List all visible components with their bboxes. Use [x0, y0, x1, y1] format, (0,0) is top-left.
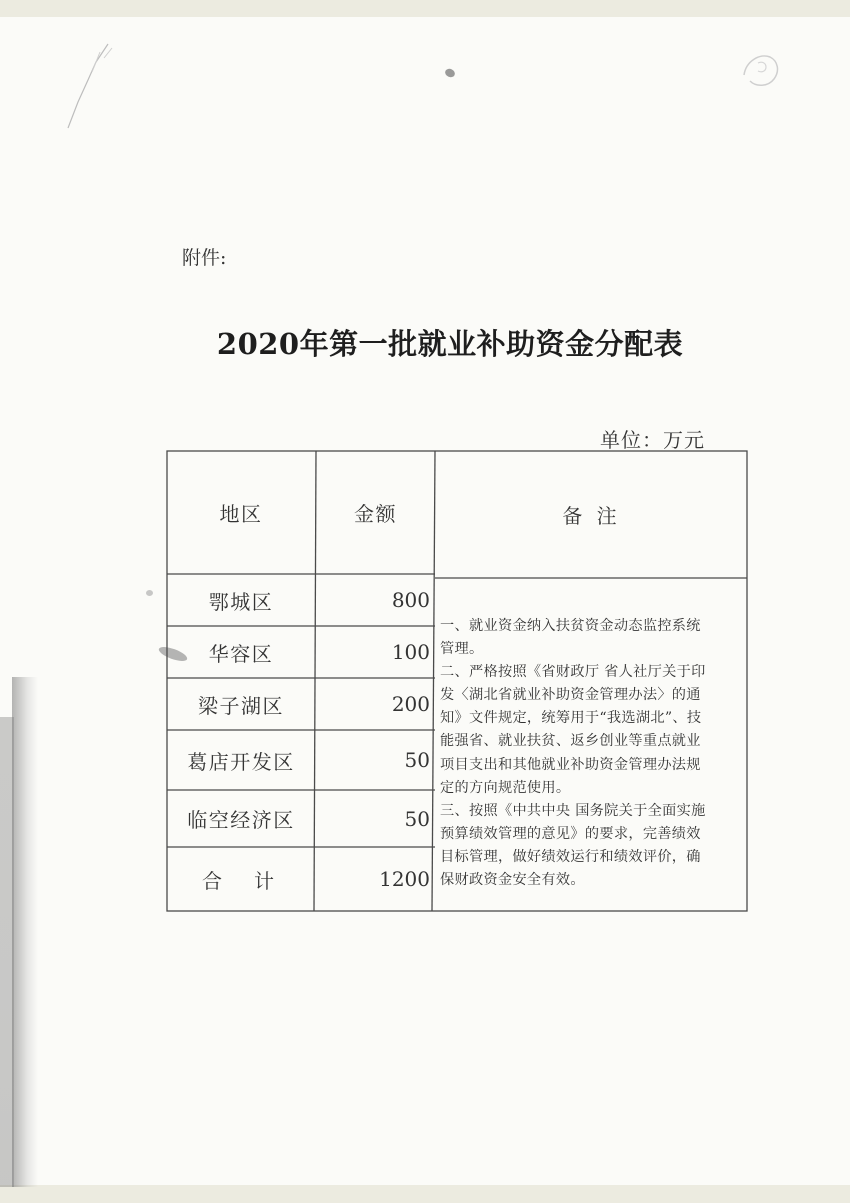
remark-line: 一、就业资金纳入扶贫资金动态监控系统: [440, 618, 701, 634]
remark-line: 发〈湖北省就业补助资金管理办法〉的通: [440, 687, 701, 704]
row-region: 鄂城区: [208, 589, 274, 614]
remark-line: 知》文件规定，统筹用于“我选湖北”、技: [440, 710, 702, 727]
row-region: 华容区: [208, 641, 274, 666]
ink-speck: [146, 590, 153, 596]
faint-stamp-mark: [738, 49, 786, 91]
row-region: 葛店开发区: [187, 749, 295, 774]
remark-line: 二、严格按照《省财政厅 省人社厅关于印: [440, 664, 706, 681]
remark-line: 目标管理，做好绩效运行和绩效评价，确: [440, 848, 701, 865]
header-amount: 金额: [354, 501, 397, 526]
scan-edge-shadow-inner: [12, 677, 38, 1187]
remark-text: [440, 615, 748, 892]
document-title: 2020年第一批就业补助资金分配表: [216, 327, 684, 361]
row-region: 临空经济区: [187, 808, 295, 832]
remark-line: 定的方向规范使用。: [440, 779, 571, 796]
remark-line: 预算绩效管理的意见》的要求，完善绩效: [440, 825, 701, 842]
unit-label: 单位：万元: [600, 428, 705, 452]
remark-line: 能强省、就业扶贫、返乡创业等重点就业: [440, 733, 701, 750]
total-label: 合 计: [202, 868, 280, 893]
remark-line: 三、按照《中共中央 国务院关于全面实施: [440, 802, 706, 819]
remark-line: 保财政资金安全有效。: [440, 872, 585, 889]
remark-line: 管理。: [440, 641, 484, 658]
row-amount: 50: [404, 748, 430, 772]
row-amount: 800: [391, 588, 430, 612]
total-amount: 1200: [379, 867, 430, 891]
allocation-table: [166, 450, 748, 912]
document-page: [0, 17, 850, 1185]
header-region: 地区: [219, 501, 263, 526]
corner-fold-mark: [60, 42, 115, 132]
row-amount: 50: [404, 806, 430, 831]
ink-speck: [444, 67, 456, 78]
row-amount: 200: [391, 692, 430, 716]
attachment-label: 附件:: [182, 247, 227, 269]
row-amount: 100: [391, 640, 430, 664]
row-region: 梁子湖区: [198, 693, 284, 718]
remark-line: 项目支出和其他就业补助资金管理办法规: [440, 756, 701, 773]
header-remark: 备 注: [562, 503, 621, 528]
